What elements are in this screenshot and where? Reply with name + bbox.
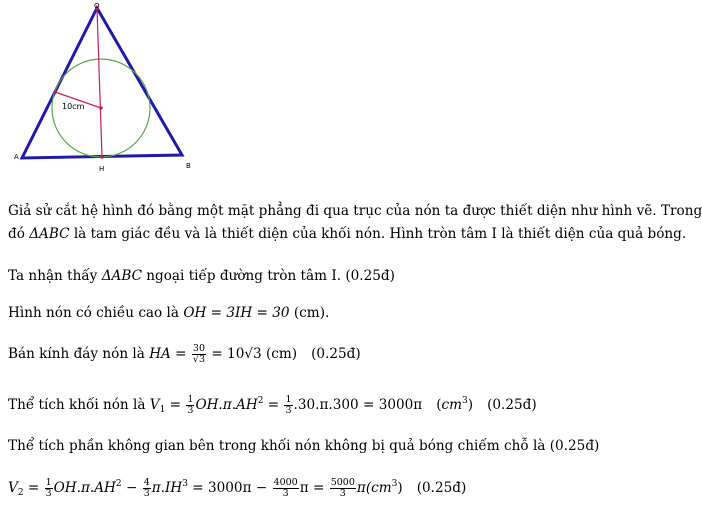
label-h: H <box>99 165 105 173</box>
p5-f-den: 3 <box>187 405 194 416</box>
p4-score: (0.25đ) <box>311 346 361 362</box>
p7-eq: = <box>23 480 44 496</box>
p7-f1-num: 1 <box>45 477 52 488</box>
paragraph-5: Thể tích khối nón là $V_1$ = $\frac{1}{3}$ $OH.\pi.AH^2$ = $\frac{1}{3}$ .30.π.300 = 3000π $(cm^3)$ (0.25đ) <box>8 394 537 416</box>
p7-cube: 3 <box>182 479 188 489</box>
p5-pre: Thể tích khối nón là <box>8 397 150 413</box>
p7-fraction-1 <box>45 478 53 499</box>
paragraph-2 <box>8 267 395 285</box>
p7-score: (0.25đ) <box>416 480 467 496</box>
paragraph-4 <box>8 344 361 365</box>
p7-fraction-3 <box>273 478 299 499</box>
p2-pre: Ta nhận thấy <box>8 268 102 284</box>
p5-f2-den: 3 <box>285 405 292 416</box>
triangle-abc-text: ΔABC <box>29 226 70 242</box>
point-i <box>99 106 103 110</box>
label-radius: 10cm <box>62 102 85 111</box>
p7-f3-den: 3 <box>282 488 289 499</box>
label-a: A <box>14 153 19 161</box>
p7-mid1: OH.π.AH <box>53 480 116 496</box>
paragraph-3 <box>8 304 329 322</box>
p6-text: Thể tích phần không gian bên trong khối nón không bị quả bóng chiếm chỗ là <box>8 438 546 454</box>
p4-unit: (cm) <box>261 346 298 362</box>
p5-f2-num: 1 <box>285 394 292 405</box>
p7-eq2: = 3000π − <box>187 480 272 496</box>
p1-pre: đó <box>8 226 30 242</box>
p5-fraction-2 <box>284 395 292 416</box>
p7-fraction-2 <box>143 478 151 499</box>
p5-eq2: = <box>263 397 284 413</box>
p7-f3-num: 4000 <box>273 477 298 488</box>
p3-math: OH = 3IH = 30 <box>183 305 290 321</box>
p7-mid2: π.IH <box>151 480 183 496</box>
p3-pre: Hình nón có chiều cao là <box>8 305 184 321</box>
p7-v: V <box>8 480 18 496</box>
p4-fraction <box>192 344 206 365</box>
p4-eq: = <box>170 346 191 362</box>
p5-tail: .30.π.300 = 3000π <box>293 397 423 413</box>
p1-line1-text: Giả sử cắt hệ hình đó bằng một mặt phẳng đi qua trục của nón ta được thiết diện như hình vẽ. Trong <box>8 203 702 219</box>
p7-pi: π = <box>299 480 329 496</box>
p1-post: là tam giác đều và là thiết diện của khối nón. Hình tròn tâm I là thiết diện của quả bóng. <box>69 226 687 242</box>
p7-sub: 2 <box>17 488 24 498</box>
p7-minus: − <box>121 480 142 496</box>
p7-fraction-4 <box>330 478 356 499</box>
p4-den: √3 <box>192 354 206 365</box>
p4-pre: Bán kính đáy nón là <box>8 346 150 362</box>
p7-f2-den: 3 <box>143 488 150 499</box>
axis-oh <box>97 8 102 157</box>
p7-tail-sup: 3 <box>391 479 398 489</box>
p5-f-num: 1 <box>187 394 194 405</box>
p7-sq: 2 <box>115 479 122 489</box>
p3-post: (cm). <box>289 305 330 321</box>
p5-eq: = <box>165 397 186 413</box>
p4-num: 30 <box>192 343 205 354</box>
p4-res: = 10√3 <box>207 346 262 362</box>
point-h <box>100 155 104 159</box>
p7-tail: π(cm <box>356 480 392 496</box>
label-b: B <box>186 162 191 170</box>
p5-mid: OH.π.AH <box>195 397 258 413</box>
paragraph-7 <box>8 478 466 499</box>
p7-tail-close: ) <box>397 480 403 496</box>
cone-cross-section-figure <box>0 0 210 180</box>
p5-sub: 1 <box>159 405 166 415</box>
p5-score: (0.25đ) <box>487 397 537 413</box>
p5-v: V <box>149 397 160 413</box>
paragraph-6 <box>8 437 599 455</box>
paragraph-1-line-2 <box>8 225 686 243</box>
p5-fraction-1 <box>186 395 194 416</box>
paragraph-1-line-1 <box>8 202 702 220</box>
p7-f4-den: 3 <box>339 488 346 499</box>
point-tangent <box>53 90 57 94</box>
p2-post: ngoại tiếp đường tròn tâm I. <box>141 268 342 284</box>
p2-triangle: ΔABC <box>101 268 142 284</box>
p7-f2-num: 4 <box>143 477 150 488</box>
p6-score: (0.25đ) <box>549 438 600 454</box>
p5-unit: cm <box>441 397 463 413</box>
p5-sq: 2 <box>257 396 264 406</box>
label-o: O <box>94 2 100 10</box>
p7-f1-den: 3 <box>45 488 52 499</box>
p5-unit-sup: 3 <box>462 396 468 406</box>
triangle-abc <box>22 8 182 158</box>
p2-score: (0.25đ) <box>345 268 395 284</box>
p4-ha: HA <box>149 346 171 362</box>
p7-f4-num: 5000 <box>330 477 355 488</box>
